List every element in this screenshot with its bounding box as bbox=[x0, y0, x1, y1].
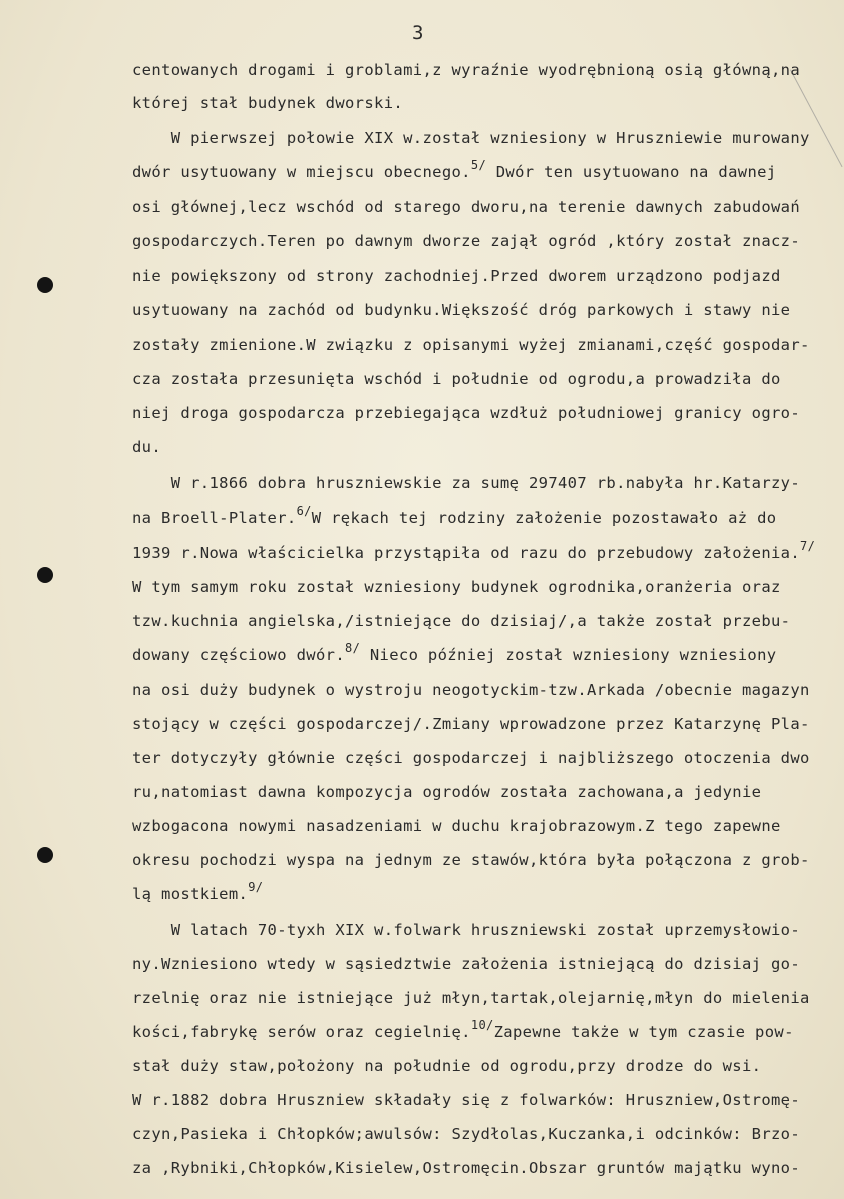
line-text: Dwór ten usytuowano na dawnej bbox=[486, 163, 777, 181]
text-line bbox=[132, 369, 781, 389]
line-text: kości,fabrykę serów oraz cegielnię. bbox=[132, 1023, 471, 1041]
line-text: W r.1882 dobra Hruszniew składały się z folwarków: Hruszniew,Ostromę- bbox=[132, 1091, 801, 1109]
line-text: na Broell-Plater. bbox=[132, 509, 297, 527]
line-text: dowany częściowo dwór. bbox=[132, 646, 345, 664]
text-line bbox=[132, 850, 810, 870]
footnote-marker: 5/ bbox=[470, 158, 487, 172]
line-text: ru,natomiast dawna kompozycja ogrodów została zachowana,a jedynie bbox=[132, 783, 762, 801]
line-text: ter dotyczyły głównie części gospodarczej i najbliższego otoczenia dwo bbox=[132, 749, 810, 767]
text-line bbox=[132, 1090, 800, 1110]
line-text: gospodarczych.Teren po dawnym dworze zajął ogród ,który został znacz- bbox=[132, 232, 801, 250]
line-text: stał duży staw,położony na południe od ogrodu,przy drodze do wsi. bbox=[132, 1057, 762, 1075]
line-text: lą mostkiem. bbox=[132, 885, 249, 903]
footnote-marker: 7/ bbox=[800, 539, 816, 553]
footnote-marker: 6/ bbox=[296, 504, 312, 518]
line-text: usytuowany na zachód od budynku.Większość dróg parkowych i stawy nie bbox=[132, 301, 791, 319]
text-line bbox=[132, 988, 810, 1008]
line-text: na osi duży budynek o wystroju neogotyckim-tzw.Arkada /obecnie magazyn bbox=[132, 681, 810, 699]
line-text: niej droga gospodarcza przebiegająca wzdłuż południowej granicy ogro- bbox=[132, 404, 801, 422]
line-text: nie powiększony od strony zachodniej.Przed dworem urządzono podjazd bbox=[132, 267, 781, 285]
line-text: centowanych drogami i groblami,z wyraźnie wyodrębnioną osią główną,na bbox=[132, 61, 801, 79]
line-text: W tym samym roku został wzniesiony budynek ogrodnika,oranżeria oraz bbox=[132, 578, 781, 596]
line-text: ny.Wzniesiono wtedy w sąsiedztwie założenia istniejącą do dzisiaj go- bbox=[132, 955, 801, 973]
text-line bbox=[132, 1124, 800, 1144]
line-text: za ,Rybniki,Chłopków,Kisielew,Ostromęcin.Obszar gruntów majątku wyno- bbox=[132, 1159, 801, 1177]
punch-hole-top bbox=[37, 277, 53, 293]
line-text: zostały zmienione.W związku z opisanymi wyżej zmianami,część gospodar- bbox=[132, 336, 810, 354]
text-line bbox=[132, 158, 777, 183]
text-line bbox=[132, 816, 781, 836]
text-line bbox=[132, 266, 781, 286]
line-text: której stał budynek dworski. bbox=[132, 94, 404, 112]
line-text: wzbogacona nowymi nasadzeniami w duchu krajobrazowym.Z tego zapewne bbox=[132, 817, 781, 835]
text-line bbox=[132, 231, 800, 251]
line-text: W rękach tej rodziny założenie pozostawało aż do bbox=[311, 509, 777, 527]
text-line bbox=[132, 1158, 800, 1178]
text-line bbox=[132, 403, 800, 423]
text-line bbox=[132, 611, 790, 631]
line-text: W r.1866 dobra hruszniewskie za sumę 297407 rb.nabyła hr.Katarzy- bbox=[132, 474, 801, 492]
text-line bbox=[132, 473, 800, 493]
text-line bbox=[132, 782, 761, 802]
line-text: okresu pochodzi wyspa na jednym ze stawów,która była połączona z grob- bbox=[132, 851, 810, 869]
text-line bbox=[132, 714, 810, 734]
line-text: W latach 70-tyxh XIX w.folwark hruszniewski został uprzemysłowio- bbox=[132, 921, 801, 939]
line-text: tzw.kuchnia angielska,/istniejące do dzisiaj/,a także został przebu- bbox=[132, 612, 791, 630]
text-line bbox=[132, 920, 800, 940]
line-text: dwór usytuowany w miejscu obecnego. bbox=[132, 163, 471, 181]
pencil-mark bbox=[790, 70, 843, 168]
text-line bbox=[132, 1056, 761, 1076]
text-line bbox=[132, 577, 781, 597]
punch-hole-bottom bbox=[37, 847, 53, 863]
line-text: osi głównej,lecz wschód od starego dworu,na terenie dawnych zabudowań bbox=[132, 198, 801, 216]
line-text: W pierwszej połowie XIX w.został wzniesiony w Hruszniewie murowany bbox=[132, 129, 810, 147]
page-number: 3 bbox=[412, 22, 424, 44]
text-line bbox=[132, 128, 810, 148]
footnote-marker: 9/ bbox=[248, 880, 264, 894]
line-text: rzelnię oraz nie istniejące już młyn,tartak,olejarnię,młyn do mielenia bbox=[132, 989, 810, 1007]
footnote-marker: 8/ bbox=[345, 641, 361, 655]
text-line bbox=[132, 880, 264, 905]
text-line bbox=[132, 300, 790, 320]
line-text: stojący w części gospodarczej/.Zmiany wprowadzone przez Katarzynę Pla- bbox=[132, 715, 810, 733]
text-line bbox=[132, 539, 816, 564]
line-text: Zapewne także w tym czasie pow- bbox=[493, 1023, 794, 1041]
text-line bbox=[132, 504, 777, 529]
line-text: Nieco później został wzniesiony wzniesiony bbox=[360, 646, 777, 664]
line-text: du. bbox=[132, 438, 162, 456]
text-line bbox=[132, 954, 800, 974]
text-line bbox=[132, 748, 810, 768]
punch-hole-middle bbox=[37, 567, 53, 583]
footnote-marker: 10/ bbox=[470, 1018, 494, 1032]
text-line bbox=[132, 60, 800, 80]
text-line bbox=[132, 335, 810, 355]
text-line bbox=[132, 437, 161, 457]
text-line bbox=[132, 197, 800, 217]
text-line bbox=[132, 1018, 794, 1043]
line-text: cza została przesunięta wschód i południe od ogrodu,a prowadziła do bbox=[132, 370, 781, 388]
text-line bbox=[132, 93, 403, 113]
text-line bbox=[132, 641, 777, 666]
line-text: czyn,Pasieka i Chłopków;awulsów: Szydłolas,Kuczanka,i odcinków: Brzo- bbox=[132, 1125, 801, 1143]
text-line bbox=[132, 680, 810, 700]
line-text: 1939 r.Nowa właścicielka przystąpiła od razu do przebudowy założenia. bbox=[132, 544, 801, 562]
